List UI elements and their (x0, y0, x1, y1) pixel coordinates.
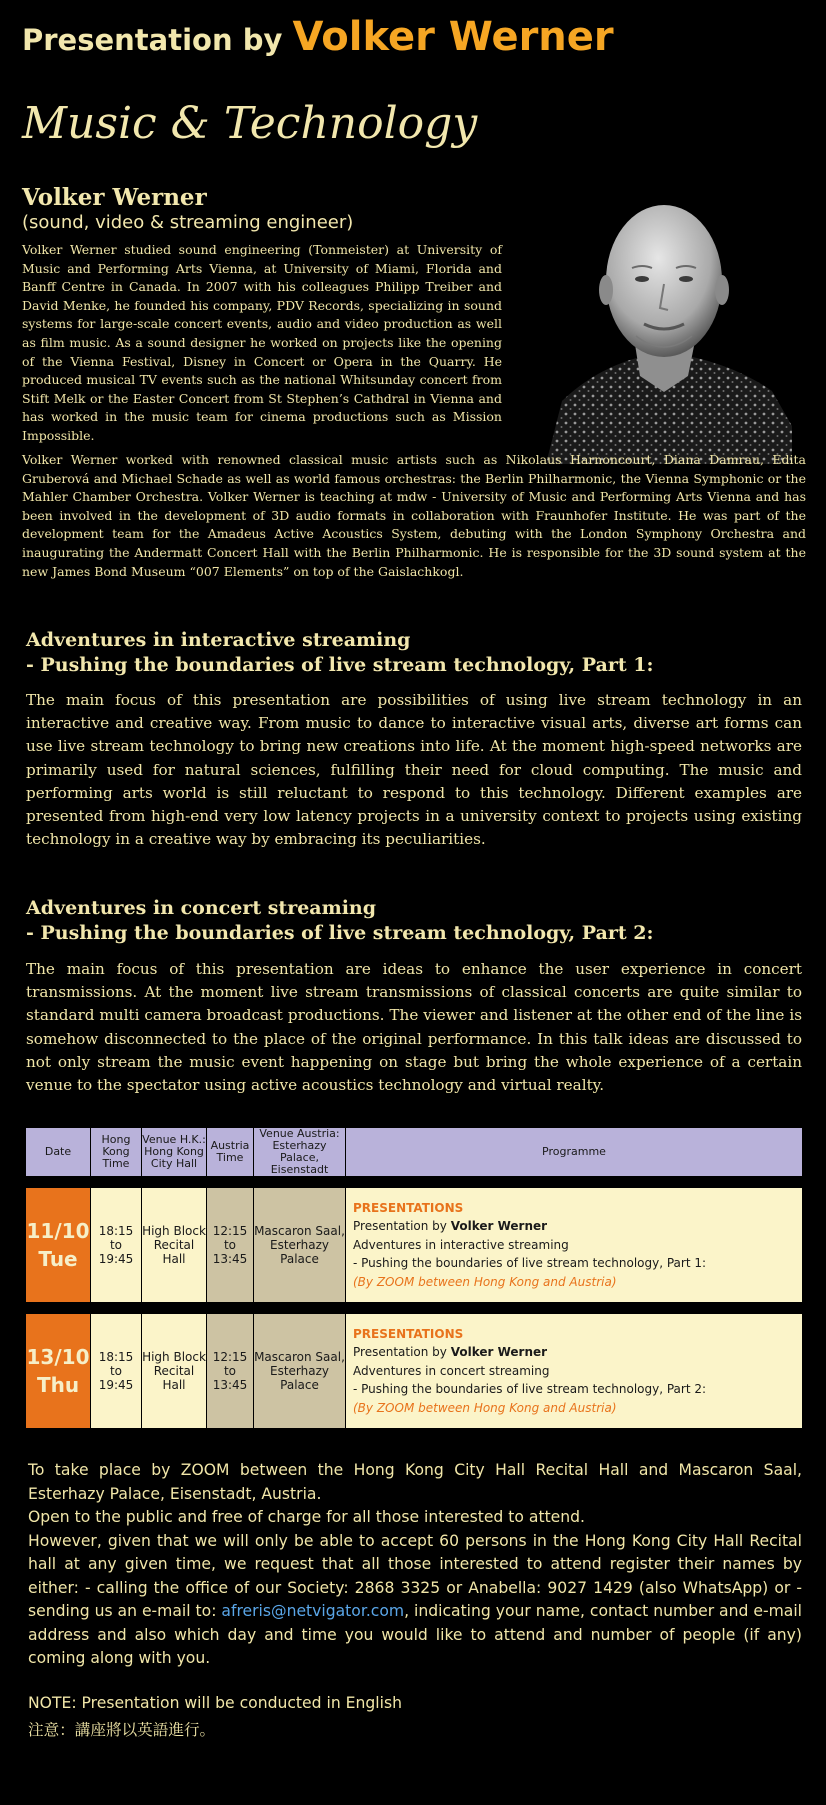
section-2-body: The main focus of this presentation are ideas to enhance the user experience in concert transmissions. At the moment live stream transmissions of classical concerts are quite similar to standard multi camera broadcast productions. The viewer and listener at the other end of the line is somehow disconnected to the place of the original performance. In this talk ideas are discussed to not only stream the music event happening on stage but bring the whole experience of a certain venue to the spectator using active acoustics technology and virtual realty. (26, 960, 802, 1095)
date: 13/10 (26, 1345, 90, 1369)
programme-presenter (353, 1343, 802, 1361)
bio-paragraph-2: Volker Werner worked with renowned classical music artists such as Nikolaus Harnoncourt, Diana Damrau, Edita Gruberová and Michael Schade as well as world famous orchestras: the Berlin Philharmonic, the Vienna Symphonic or the Mahler Chamber Orchestra. Volker Werner is teaching at mdw - University of Music and Performing Arts Vienna and has been involved in the development of 3D audio formats in collaboration with Fraunhofer Institute. He was part of the development team for the Amadeus Active Acoustics System, debuting with the London Symphony Orchestra and inaugurating the Andermatt Concert Hall with the Berlin Philharmonic. He is responsible for the 3D sound system at the new James Bond Museum “007 Elements” on top of the Gaislachkogl. (22, 452, 806, 579)
presenter-prefix: Presentation by (353, 1219, 451, 1234)
weekday: Tue (38, 1247, 78, 1271)
note-chinese: 注意：講座將以英語進行。 (28, 1721, 216, 1739)
presenter-photo (536, 186, 792, 464)
at-time-to: to (223, 1364, 237, 1378)
table-row (26, 1188, 803, 1303)
header-at-time: Austria Time (207, 1128, 254, 1177)
header-programme: Programme (346, 1128, 803, 1177)
footer-admission: Open to the public and free of charge for all those interested to attend. (28, 1508, 586, 1526)
email-link[interactable]: afreris@netvigator.com (221, 1602, 405, 1620)
at-time-end: 13:45 (212, 1378, 248, 1392)
at-time-end: 13:45 (212, 1252, 248, 1266)
header-hk-time: Hong Kong Time (91, 1128, 142, 1177)
hk-time-cell (91, 1188, 142, 1303)
hk-time-start: 18:15 (98, 1350, 134, 1364)
at-time-to: to (223, 1238, 237, 1252)
header-date: Date (26, 1128, 91, 1177)
schedule-table (25, 1127, 803, 1429)
programme-presenter (353, 1217, 802, 1235)
at-venue-cell: Mascaron Saal, Esterhazy Palace (254, 1314, 346, 1429)
at-time-start: 12:15 (212, 1350, 248, 1364)
footer-registration-text: However, given that we will only be able to accept 60 persons in the Hong Kong City Hall Recital hall at any given time, we request that all those interested to attend register their names by either: - calling the office of our Society: 2868 3325 or Anabella: 9027 1429 (also WhatsApp) or - sending us an e-mail to: (28, 1531, 802, 1620)
hk-time-cell (91, 1314, 142, 1429)
programme-cell (346, 1188, 803, 1303)
presenter-name: Volker Werner (450, 1219, 548, 1234)
at-time-cell (207, 1188, 254, 1303)
presenter-prefix: Presentation by (353, 1345, 451, 1360)
at-venue-cell: Mascaron Saal, Esterhazy Palace (254, 1188, 346, 1303)
section-2-title: Adventures in concert streaming (26, 897, 377, 919)
hk-time-start: 18:15 (98, 1224, 134, 1238)
footer-venue-info: To take place by ZOOM between the Hong Kong City Hall Recital Hall and Mascaron Saal, Esterhazy Palace, Eisenstadt, Austria. (28, 1461, 802, 1503)
programme-line-2: - Pushing the boundaries of live stream technology, Part 2: (353, 1382, 707, 1397)
footer-registration-tail: , indicating your name, contact number and e-mail address and also which day and time you would like to attend and number of people (if any) coming along with you. (28, 1602, 802, 1667)
hk-time-end: 19:45 (98, 1252, 134, 1266)
programme-zoom-note: (By ZOOM between Hong Kong and Austria) (353, 1400, 617, 1415)
section-1-subtitle: - Pushing the boundaries of live stream technology, Part 1: (26, 654, 654, 676)
weekday: Thu (36, 1373, 80, 1397)
programme-cell (346, 1314, 803, 1429)
section-2-subtitle: - Pushing the boundaries of live stream technology, Part 2: (26, 922, 654, 944)
page-header (22, 14, 812, 60)
at-time-cell (207, 1314, 254, 1429)
section-1-heading (26, 628, 806, 678)
hk-venue-cell: High Block Recital Hall (142, 1188, 207, 1303)
language-note (28, 1690, 402, 1744)
programme-label: PRESENTATIONS (353, 1200, 464, 1215)
date: 11/10 (26, 1219, 90, 1243)
footer-registration (28, 1530, 802, 1671)
date-cell (26, 1188, 91, 1303)
bio-name: Volker Werner (22, 184, 207, 211)
at-time-start: 12:15 (212, 1224, 248, 1238)
table-row (26, 1314, 803, 1429)
header-at-venue: Venue Austria: Esterhazy Palace, Eisenstadt (254, 1128, 346, 1177)
programme-line-1: Adventures in concert streaming (353, 1363, 550, 1378)
header-prefix: Presentation by (22, 23, 283, 57)
date-cell (26, 1314, 91, 1429)
hk-venue-cell: High Block Recital Hall (142, 1314, 207, 1429)
programme-zoom-note: (By ZOOM between Hong Kong and Austria) (353, 1274, 617, 1289)
hk-time-to: to (109, 1238, 123, 1252)
programme-label: PRESENTATIONS (353, 1326, 464, 1341)
header-hk-venue: Venue H.K.: Hong Kong City Hall (142, 1128, 207, 1177)
hk-time-to: to (109, 1364, 123, 1378)
page-subtitle: Music & Technology (22, 98, 478, 149)
note-english: NOTE: Presentation will be conducted in English (28, 1694, 402, 1712)
header-presenter-name: Volker Werner (292, 14, 614, 60)
programme-line-2: - Pushing the boundaries of live stream technology, Part 1: (353, 1256, 707, 1271)
section-1-body: The main focus of this presentation are possibilities of using live stream technology in an interactive and creative way. From music to dance to interactive visual arts, diverse art forms can use live stream technology to bring new creations into life. At the moment high-speed networks are primarily used for natural sciences, fulfilling their need for cloud computing. The music and performing arts world is still reluctant to respond to this technology. Different examples are presented from high-end very low latency projects in a university context to projects using existing technology in a creative way by embracing its peculiarities. (26, 691, 802, 849)
hk-time-end: 19:45 (98, 1378, 134, 1392)
section-1-title: Adventures in interactive streaming (26, 629, 411, 651)
table-header-row (26, 1128, 803, 1177)
section-2-heading (26, 896, 806, 946)
bio-role: (sound, video & streaming engineer) (22, 212, 354, 233)
bio-paragraph-1: Volker Werner studied sound engineering (Tonmeister) at University of Music and Performing Arts Vienna, at University of Miami, Florida and Banff Centre in Canada. In 2007 with his colleagues Philipp Treiber and David Menke, he founded his company, PDV Records, specializing in sound systems for large-scale concert events, audio and video production as well as film music. As a sound designer he worked on projects like the opening of the Vienna Festival, Disney in Concert or Opera in the Quarry. He produced musical TV events such as the national Whitsunday concert from Stift Melk or the Easter Concert from St Stephen’s Cathdral in Vienna and has worked in the music team for cinema productions such as Mission Impossible. (22, 242, 502, 443)
programme-line-1: Adventures in interactive streaming (353, 1237, 569, 1252)
footer-info (28, 1459, 802, 1671)
presenter-name: Volker Werner (450, 1345, 548, 1360)
